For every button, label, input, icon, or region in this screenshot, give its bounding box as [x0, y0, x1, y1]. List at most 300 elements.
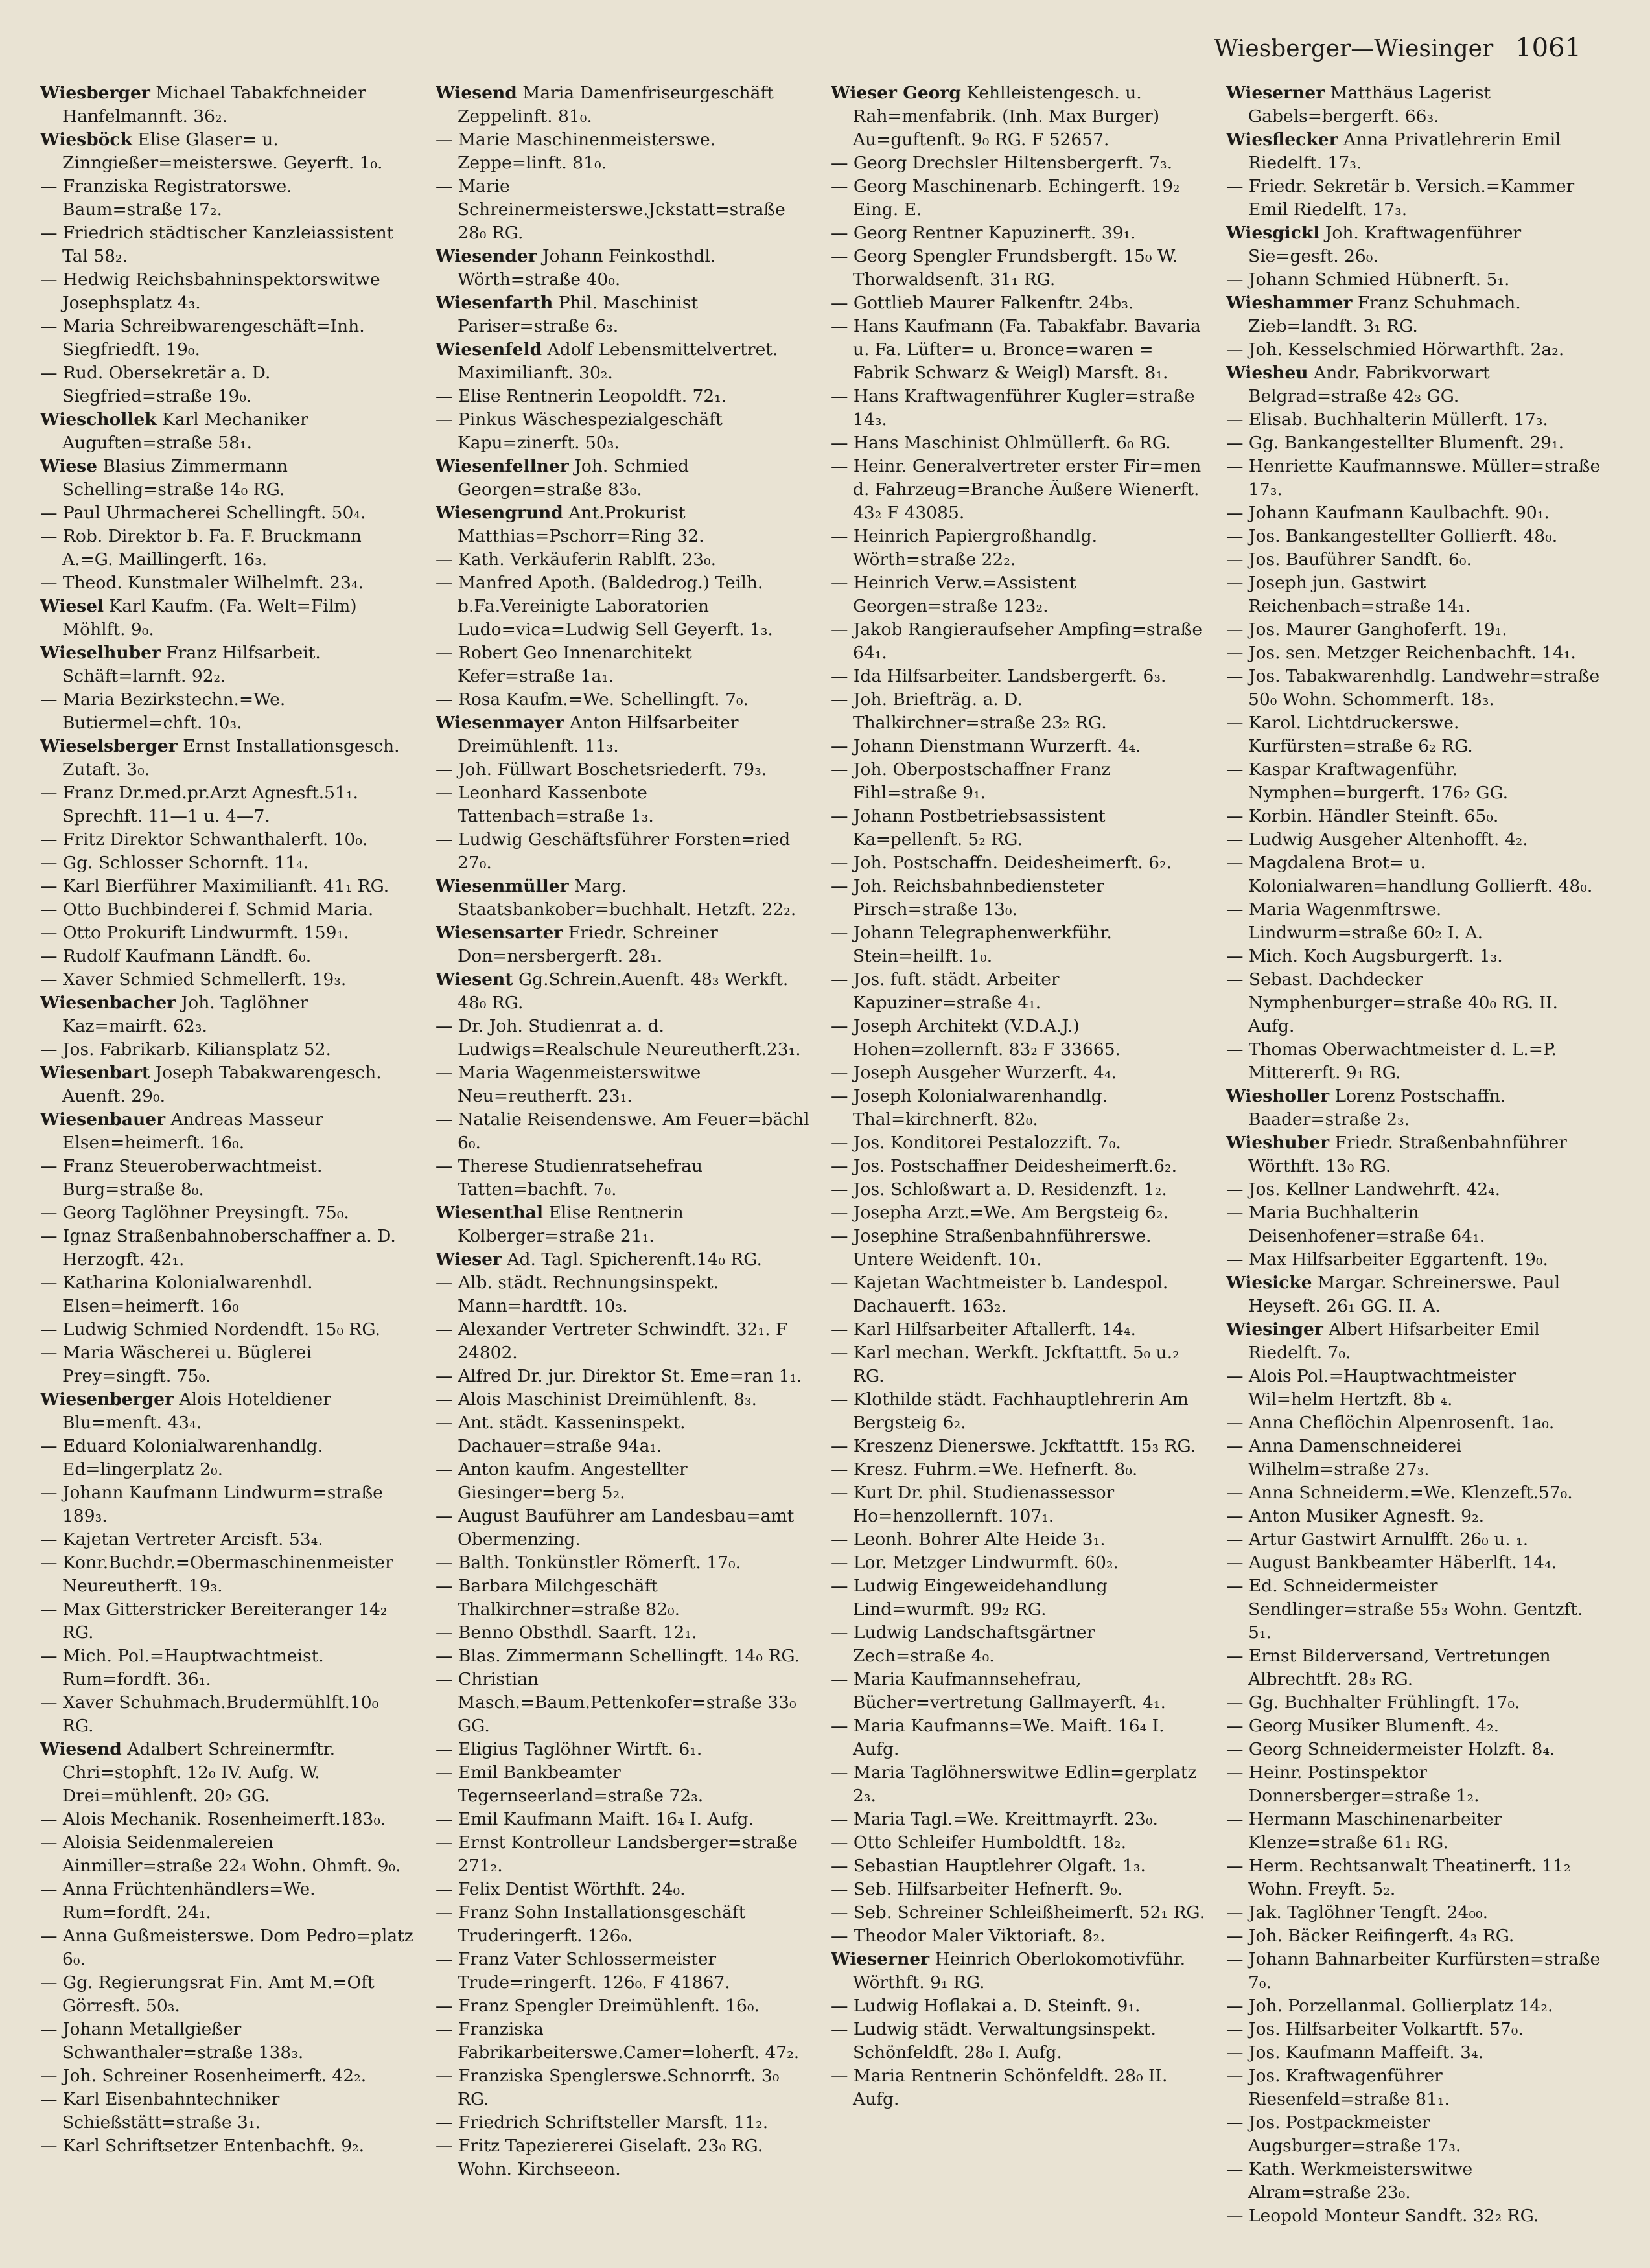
entry-text: — Jak. Taglöhner Tengft. 24₀₀.: [1226, 1903, 1488, 1923]
entry-text: — Felix Dentist Wörthft. 24₀.: [436, 1879, 686, 1899]
directory-entry: [40, 1925, 415, 1971]
entry-text: — Maria Kaufmannsehefrau, Bücher=vertretung Gallmayerft. 4₁.: [831, 1669, 1166, 1713]
directory-entry: [436, 828, 810, 875]
entry-text: — Ludwig Schmied Nordendft. 15₀ RG.: [40, 1319, 380, 1339]
directory-entry: [831, 525, 1205, 572]
entry-text: — Joh. Füllwart Boschetsriederft. 79₃.: [436, 759, 767, 780]
entry-text: — Georg Spengler Frundsbergft. 15₀ W. Thorwaldsenft. 31₁ RG.: [831, 246, 1178, 290]
directory-entry: [831, 245, 1205, 292]
directory-entry: [436, 2018, 810, 2065]
directory-entry: [40, 735, 415, 781]
directory-entry: [831, 1808, 1205, 1831]
directory-entry: [831, 968, 1205, 1015]
entry-text: — Franziska Registratorswe. Baum=straße 17₂.: [40, 176, 292, 220]
directory-entry: [1226, 1738, 1601, 1761]
entry-text: — Josepha Arzt.=We. Am Bergsteig 6₂.: [831, 1203, 1168, 1223]
directory-entry: [436, 338, 810, 385]
entry-surname: Wiesenbacher: [40, 993, 176, 1013]
entry-text: Michael Tabakfchneider Hanfelmannft. 36₂.: [62, 83, 366, 126]
directory-entry: [1226, 292, 1601, 338]
entry-surname: Wiesicke: [1226, 1273, 1312, 1293]
directory-entry: [1226, 175, 1601, 222]
directory-entry: [40, 1038, 415, 1061]
directory-entry: [436, 1995, 810, 2018]
entry-text: — Franz Spengler Dreimühlenft. 16₀.: [436, 1996, 760, 2016]
entry-text: — Gg. Bankangestellter Blumenft. 29₁.: [1226, 433, 1564, 453]
entry-surname: Wiesel: [40, 596, 104, 616]
directory-entry: [1226, 1435, 1601, 1481]
directory-entry: [436, 1831, 810, 1878]
directory-entry: [436, 1248, 810, 1271]
entry-text: Lorenz Postschaffn. Baader=straße 2₃.: [1248, 1086, 1506, 1129]
entry-surname: Wiese: [40, 456, 98, 476]
entry-text: — Friedrich städtischer Kanzleiassistent Tal 58₂.: [40, 223, 394, 266]
directory-entry: [40, 921, 415, 945]
entry-text: Albert Hifsarbeiter Emil Riedelft. 7₀.: [1248, 1319, 1540, 1363]
directory-entry: [436, 128, 810, 175]
directory-entry: [40, 222, 415, 268]
entry-text: — Eduard Kolonialwarenhandlg. Ed=lingerplatz 2₀.: [40, 1436, 323, 1479]
page-number: 1061: [1515, 33, 1581, 63]
directory-entry: [40, 875, 415, 898]
directory-entry: [1226, 1248, 1601, 1271]
entry-text: — Jos. Postschaffner Deidesheimerft.6₂.: [831, 1156, 1178, 1176]
directory-entry: [1226, 1948, 1601, 1995]
directory-entry: [1226, 2204, 1601, 2228]
entry-text: — Johann Kaufmann Lindwurm=straße 189₃.: [40, 1483, 383, 1526]
entry-text: Joh. Kraftwagenführer Sie=gesft. 26₀.: [1248, 223, 1522, 266]
directory-entry: [40, 502, 415, 525]
entry-surname: Wiesent: [436, 969, 513, 989]
entry-text: — Ernst Bilderversand, Vertretungen Albrechtft. 28₃ RG.: [1226, 1646, 1551, 1689]
directory-entry: [1226, 1131, 1601, 1178]
entry-text: — Georg Maschinenarb. Echingerft. 19₂ Eing. E.: [831, 176, 1180, 220]
directory-entry: [831, 1481, 1205, 1528]
entry-text: — Jos. Schloßwart a. D. Residenzft. 1₂.: [831, 1179, 1167, 1199]
entry-text: — Jos. Kellner Landwehrft. 42₄.: [1226, 1179, 1501, 1199]
entry-surname: Wiesböck: [40, 130, 132, 150]
directory-entry: [1226, 362, 1601, 408]
directory-entry: [831, 1131, 1205, 1155]
directory-entry: [40, 1738, 415, 1808]
directory-entry: [40, 1598, 415, 1645]
entry-text: — Ignaz Straßenbahnoberschaffner a. D. Herzogft. 42₁.: [40, 1226, 396, 1269]
directory-entry: [436, 455, 810, 502]
entry-text: — Heinrich Verw.=Assistent Georgen=straße 123₂.: [831, 573, 1076, 616]
entry-text: Johann Feinkosthdl. Wörth=straße 40₀.: [458, 246, 716, 290]
directory-entry: [40, 1971, 415, 2018]
directory-entry: [1226, 1318, 1601, 1365]
entry-text: — Gg. Buchhalter Frühlingft. 17₀.: [1226, 1693, 1520, 1713]
entry-text: — Karl Eisenbahntechniker Schießstätt=straße 3₁.: [40, 2089, 280, 2133]
directory-entry: [436, 1505, 810, 1551]
entry-text: — Joh. Porzellanmal. Gollierplatz 14₂.: [1226, 1996, 1553, 2016]
directory-entry: [1226, 968, 1601, 1038]
directory-entry: [436, 642, 810, 688]
directory-entry: [40, 1878, 415, 1925]
entry-text: — Mich. Koch Augsburgerft. 1₃.: [1226, 946, 1503, 966]
directory-entry: [831, 1435, 1205, 1458]
entry-text: — Benno Obsthdl. Saarft. 12₁.: [436, 1623, 697, 1643]
entry-text: — Joh. Oberpostschaffner Franz Fihl=straße 9₁.: [831, 759, 1111, 803]
entry-surname: Wiesberger: [40, 83, 150, 103]
directory-entry: [40, 1341, 415, 1388]
directory-entry: [40, 1318, 415, 1341]
entry-text: Andr. Fabrikvorwart Belgrad=straße 42₃ GG.: [1248, 363, 1490, 406]
entry-text: — Anna Schneiderm.=We. Klenzeft.57₀.: [1226, 1483, 1573, 1503]
directory-entry: [1226, 642, 1601, 665]
entry-text: — Xaver Schuhmach.Brudermühlft.10₀ RG.: [40, 1693, 379, 1736]
entry-text: — Maria Tagl.=We. Kreittmayrft. 23₀.: [831, 1809, 1158, 1829]
directory-entry: [436, 758, 810, 781]
entry-text: Joh. Taglöhner Kaz=mairft. 62₃.: [62, 993, 308, 1036]
directory-entry: [1226, 1271, 1601, 1318]
entry-surname: Wiesgickl: [1226, 223, 1320, 243]
entry-text: — Christian Masch.=Baum.Pettenkofer=straße 33₀ GG.: [436, 1669, 796, 1736]
entry-text: Andreas Masseur Elsen=heimerft. 16₀.: [62, 1109, 323, 1153]
entry-text: — Eligius Taglöhner Wirtft. 6₁.: [436, 1739, 703, 1759]
directory-entry: [1226, 1528, 1601, 1551]
directory-entry: [831, 1621, 1205, 1668]
directory-entry: [831, 385, 1205, 432]
directory-entry: [831, 1341, 1205, 1388]
entry-text: — Gg. Regierungsrat Fin. Amt M.=Oft Görresft. 50₃.: [40, 1973, 375, 2016]
directory-entry: [1226, 2041, 1601, 2065]
entry-text: — Johann Metallgießer Schwanthaler=straße 138₃.: [40, 2019, 304, 2063]
entry-text: — Ant. städt. Kasseninspekt. Dachauer=straße 94a₁.: [436, 1413, 686, 1456]
directory-entry: [1226, 1715, 1601, 1738]
directory-entry: [831, 1178, 1205, 1201]
directory-entry: [831, 1855, 1205, 1878]
entry-text: — Hermann Maschinenarbeiter Klenze=straße 61₁ RG.: [1226, 1809, 1502, 1853]
entry-text: — Jos. Tabakwarenhdlg. Landwehr=straße 50₀ Wohn. Schommerft. 18₃.: [1226, 666, 1600, 710]
directory-entry: [40, 642, 415, 688]
directory-entry: [436, 245, 810, 292]
directory-entry: [831, 1831, 1205, 1855]
entry-text: Matthäus Lagerist Gabels=bergerft. 66₃.: [1248, 83, 1491, 126]
directory-entry: [1226, 618, 1601, 642]
entry-text: — Maria Schreibwarengeschäft=Inh. Siegfriedft. 19₀.: [40, 316, 365, 360]
entry-text: — Kresz. Fuhrm.=We. Hefnerft. 8₀.: [831, 1459, 1138, 1479]
entry-text: — Alb. städt. Rechnungsinspekt. Mann=hardtft. 10₃.: [436, 1273, 719, 1316]
directory-entry: [436, 1411, 810, 1458]
directory-entry: [831, 1061, 1205, 1085]
directory-entry: [40, 968, 415, 991]
entry-surname: Wiesenfarth: [436, 293, 553, 313]
entry-text: — Ida Hilfsarbeiter. Landsbergerft. 6₃.: [831, 666, 1167, 686]
column-4: [1226, 82, 1601, 2252]
directory-entry: [436, 1318, 810, 1365]
entry-text: — Kajetan Wachtmeister b. Landespol. Dachauerft. 163₂.: [831, 1273, 1168, 1316]
entry-text: — Konr.Buchdr.=Obermaschinenmeister Neureutherft. 19₃.: [40, 1553, 393, 1596]
directory-entry: [436, 1365, 810, 1388]
entry-text: — Anton kaufm. Angestellter Giesinger=berg 5₂.: [436, 1459, 688, 1503]
directory-entry: [436, 1271, 810, 1318]
directory-entry: [831, 2018, 1205, 2065]
entry-text: — Emil Kaufmann Maift. 16₄ I. Aufg.: [436, 1809, 754, 1829]
entry-text: Karl Kaufm. (Fa. Welt=Film) Möhlft. 9₀.: [62, 596, 357, 640]
directory-entry: [831, 1271, 1205, 1318]
directory-entry: [40, 1481, 415, 1528]
entry-text: — Heinr. Postinspektor Donnersberger=straße 1₂.: [1226, 1763, 1480, 1806]
entry-text: — Rob. Direktor b. Fa. F. Bruckmann A.=G. Maillingerft. 16₃.: [40, 526, 362, 570]
directory-entry: [831, 222, 1205, 245]
directory-entry: [40, 175, 415, 222]
directory-entry: [436, 1108, 810, 1155]
directory-entry: [436, 781, 810, 828]
directory-entry: [40, 1831, 415, 1878]
directory-entry: [831, 618, 1205, 665]
entry-text: — Hans Kaufmann (Fa. Tabakfabr. Bavaria u. Fa. Lüfter= u. Bronce=waren = Fabrik Schwarz & Weigl) Marsft. 8₁.: [831, 316, 1201, 383]
directory-entry: [40, 128, 415, 175]
entry-text: — Alois Pol.=Hauptwachtmeister Wil=helm Hertzft. 8b ₄.: [1226, 1366, 1516, 1409]
directory-entry: [40, 315, 415, 362]
entry-text: — Artur Gastwirt Arnulfft. 26₀ u. ₁.: [1226, 1529, 1529, 1549]
entry-text: Marg. Staatsbankober=buchhalt. Hetzft. 22₂.: [458, 876, 796, 920]
entry-text: Kehlleistengesch. u. Rah=menfabrik. (Inh. Max Burger) Au=guftenft. 9₀ RG. F 52657.: [853, 83, 1160, 150]
entry-text: — Thomas Oberwachtmeister d. L.=P. Mittererft. 9₁ RG.: [1226, 1039, 1557, 1083]
entry-text: — Otto Prokurift Lindwurmft. 159₁.: [40, 923, 349, 943]
entry-surname: Wiesholler: [1226, 1086, 1330, 1106]
entry-text: Gg.Schrein.Auenft. 48₃ Werkft. 48₀ RG.: [458, 969, 789, 1013]
directory-entry: [1226, 1645, 1601, 1691]
running-head: Wiesberger—Wiesinger: [1214, 36, 1494, 62]
entry-text: — Franz Steueroberwachtmeist. Burg=straße 8₀.: [40, 1156, 323, 1199]
entry-text: — Joh. Postschaffn. Deidesheimerft. 6₂.: [831, 853, 1172, 873]
entry-surname: Wiesinger: [1226, 1319, 1323, 1339]
directory-entry: [436, 1458, 810, 1505]
entry-text: — Johann Dienstmann Wurzerft. 4₄.: [831, 736, 1141, 756]
directory-entry: [40, 991, 415, 1038]
entry-surname: Wieshammer: [1226, 293, 1353, 313]
directory-entry: [40, 688, 415, 735]
directory-entry: [436, 1621, 810, 1645]
entry-text: — Franz Dr.med.pr.Arzt Agnesft.51₁. Sprechft. 11—1 u. 4—7.: [40, 783, 358, 826]
entry-text: — Gg. Schlosser Schornft. 11₄.: [40, 853, 309, 873]
entry-text: — Sebast. Dachdecker Nymphenburger=straße 40₀ RG. II. Aufg.: [1226, 969, 1558, 1036]
directory-entry: [1226, 1411, 1601, 1435]
directory-entry: [1226, 898, 1601, 945]
page-header: [0, 29, 1581, 67]
entry-text: Margar. Schreinerswe. Paul Heyseft. 26₁ GG. II. A.: [1248, 1273, 1561, 1316]
directory-entry: [436, 2111, 810, 2135]
entry-text: — Maria Wäscherei u. Büglerei Prey=singft. 75₀.: [40, 1343, 312, 1386]
entry-text: — Georg Schneidermeister Holzft. 8₄.: [1226, 1739, 1555, 1759]
directory-entry: [1226, 1575, 1601, 1645]
directory-entry: [40, 1155, 415, 1201]
directory-entry: [831, 1878, 1205, 1901]
directory-entry: [831, 1458, 1205, 1481]
entry-text: — Jos. Kraftwagenführer Riesenfeld=straße 81₁.: [1226, 2066, 1450, 2109]
directory-entry: [831, 1575, 1205, 1621]
directory-entry: [831, 1715, 1205, 1761]
directory-entry: [831, 1015, 1205, 1061]
entry-text: — Georg Rentner Kapuzinerft. 39₁.: [831, 223, 1136, 243]
directory-entry: [436, 408, 810, 455]
directory-entry: [831, 1155, 1205, 1178]
directory-entry: [1226, 805, 1601, 828]
entry-text: — Dr. Joh. Studienrat a. d. Ludwigs=Realschule Neureutherft.23₁.: [436, 1016, 801, 1059]
entry-text: — Fritz Tapeziererei Giselaft. 23₀ RG. Wohn. Kirchseeon.: [436, 2136, 763, 2179]
directory-entry: [40, 1645, 415, 1691]
entry-surname: Wieselhuber: [40, 643, 161, 663]
entry-text: Ad. Tagl. Spicherenft.14₀ RG.: [501, 1249, 762, 1269]
directory-entry: [1226, 1995, 1601, 2018]
entry-text: — Joseph jun. Gastwirt Reichenbach=straße 14₁.: [1226, 573, 1470, 616]
entry-text: Anton Hilfsarbeiter Dreimühlenft. 11₃.: [458, 713, 739, 756]
entry-surname: Wiesenbart: [40, 1063, 150, 1083]
directory-entry: [436, 572, 810, 642]
entry-text: — Karl Bierführer Maximilianft. 41₁ RG.: [40, 876, 389, 896]
entry-text: — Herm. Rechtsanwalt Theatinerft. 11₂ Wohn. Freyft. 5₂.: [1226, 1856, 1571, 1899]
entry-text: — Jos. Bankangestellter Gollierft. 48₀.: [1226, 526, 1558, 546]
directory-entry: [40, 2018, 415, 2065]
entry-text: — Alois Maschinist Dreimühlenft. 8₃.: [436, 1389, 757, 1409]
directory-entry: [40, 362, 415, 408]
entry-text: — Karol. Lichtdruckerswe. Kurfürsten=straße 6₂ RG.: [1226, 713, 1473, 756]
entry-surname: Wieschollek: [40, 410, 157, 430]
entry-text: — Franz Vater Schlossermeister Trude=ringerft. 126₀. F 41867.: [436, 1949, 730, 1993]
directory-entry: [40, 1271, 415, 1318]
directory-entry: [1226, 1808, 1601, 1855]
directory-entry: [40, 1528, 415, 1551]
directory-entry: [831, 455, 1205, 525]
entry-text: — Anton Musiker Agnesft. 9₂.: [1226, 1506, 1484, 1526]
directory-entry: [1226, 1201, 1601, 1248]
directory-entry: [40, 851, 415, 875]
entry-surname: Wiesenfellner: [436, 456, 569, 476]
directory-entry: [1226, 82, 1601, 128]
entry-text: — Kaspar Kraftwagenführ. Nymphen=burgerft. 176₂ GG.: [1226, 759, 1509, 803]
directory-entry: [1226, 1178, 1601, 1201]
entry-text: — Maria Taglöhnerswitwe Edlin=gerplatz 2₃.: [831, 1763, 1197, 1806]
entry-text: — Hans Kraftwagenführer Kugler=straße 14₃.: [831, 386, 1195, 430]
entry-text: — Ludwig Landschaftsgärtner Zech=straße 4₀.: [831, 1623, 1095, 1666]
directory-entry: [831, 688, 1205, 735]
entry-text: — Maria Rentnerin Schönfeldft. 28₀ II. Aufg.: [831, 2066, 1168, 2109]
directory-entry: [436, 1761, 810, 1808]
entry-text: Ant.Prokurist Matthias=Pschorr=Ring 32.: [458, 503, 704, 546]
directory-entry: [40, 945, 415, 968]
entry-text: — Fritz Direktor Schwanthalerft. 10₀.: [40, 829, 368, 850]
entry-text: — Max Hilfsarbeiter Eggartenft. 19₀.: [1226, 1249, 1548, 1269]
entry-text: — Josephine Straßenbahnführerswe. Untere Weidenft. 10₁.: [831, 1226, 1152, 1269]
directory-entry: [40, 408, 415, 455]
directory-entry: [1226, 758, 1601, 805]
directory-entry: [831, 875, 1205, 921]
entry-text: — Johann Telegraphenwerkführ. Stein=heilft. 1₀.: [831, 923, 1112, 966]
entry-surname: Wiesenfeld: [436, 340, 542, 360]
entry-text: Elise Rentnerin Kolberger=straße 21₁.: [458, 1203, 684, 1246]
directory-entry: [1226, 2158, 1601, 2204]
entry-text: Elise Glaser= u. Zinngießer=meisterswe. Geyerft. 1₀.: [62, 130, 383, 173]
entry-text: — Xaver Schmied Schmellerft. 19₃.: [40, 969, 347, 989]
entry-text: — Ludwig städt. Verwaltungsinspekt. Schönfeldft. 28₀ I. Aufg.: [831, 2019, 1156, 2063]
entry-text: Franz Schuhmach. Zieb=landft. 3₁ RG.: [1248, 293, 1521, 336]
entry-text: — Magdalena Brot= u. Kolonialwaren=handlung Gollierft. 48₀.: [1226, 853, 1593, 896]
directory-entry: [40, 595, 415, 642]
entry-surname: Wiesenmayer: [436, 713, 564, 733]
directory-entry: [1226, 455, 1601, 502]
directory-entry: [40, 2065, 415, 2088]
entry-text: — Joh. Bäcker Reifingerft. 4₃ RG.: [1226, 1926, 1515, 1946]
entry-text: Maria Damenfriseurgeschäft Zeppelinft. 81₀.: [458, 83, 774, 126]
directory-entry: [40, 1388, 415, 1435]
entry-text: — Lor. Metzger Lindwurmft. 60₂.: [831, 1553, 1119, 1573]
entry-surname: Wieshuber: [1226, 1133, 1330, 1153]
directory-entry: [831, 735, 1205, 758]
directory-entry: [436, 1901, 810, 1948]
entry-text: — Natalie Reisendenswe. Am Feuer=bächl 6₀.: [436, 1109, 809, 1153]
entry-text: — Ed. Schneidermeister Sendlinger=straße 55₃ Wohn. Gentzft. 5₁.: [1226, 1576, 1583, 1643]
entry-text: — Jos. sen. Metzger Reichenbachft. 14₁.: [1226, 643, 1576, 663]
directory-entry: [436, 2135, 810, 2181]
entry-text: — Maria Kaufmanns=We. Maift. 16₄ I. Aufg.: [831, 1716, 1165, 1759]
entry-text: — Franziska Fabrikarbeiterswe.Camer=loherft. 47₂.: [436, 2019, 800, 2063]
entry-text: — Otto Buchbinderei f. Schmid Maria.: [40, 899, 374, 920]
directory-entry: [1226, 828, 1601, 851]
entry-text: — Jos. Bauführer Sandft. 6₀.: [1226, 550, 1472, 570]
entry-text: — Marie Maschinenmeisterswe. Zeppe=linft. 81₀.: [436, 130, 716, 173]
directory-entry: [831, 1761, 1205, 1808]
entry-text: — Franz Sohn Installationsgeschäft Truderingerft. 126₀.: [436, 1903, 746, 1946]
directory-entry: [1226, 2111, 1601, 2158]
directory-entry: [1226, 1365, 1601, 1411]
entry-text: Karl Mechaniker Auguften=straße 58₁.: [62, 410, 308, 453]
entry-text: — Jos. Konditorei Pestalozzift. 7₀.: [831, 1133, 1121, 1153]
directory-entry: [40, 1435, 415, 1481]
entry-text: — Hedwig Reichsbahninspektorswitwe Josephsplatz 4₃.: [40, 270, 380, 313]
directory-entry: [1226, 432, 1601, 455]
entry-text: — Joseph Kolonialwarenhandlg. Thal=kirchnerft. 82₀.: [831, 1086, 1108, 1129]
entry-text: — Maria Wagenmftrswe. Lindwurm=straße 60₂ I. A.: [1226, 899, 1483, 943]
directory-entry: [40, 268, 415, 315]
directory-entry: [831, 1201, 1205, 1225]
directory-entry: [40, 1061, 415, 1108]
directory-entry: [40, 2135, 415, 2158]
directory-entry: [436, 1155, 810, 1201]
entry-text: — Kreszenz Dienerswe. Jckftattft. 15₃ RG.: [831, 1436, 1196, 1456]
directory-entry: [436, 1015, 810, 1061]
entry-text: — Katharina Kolonialwarenhdl. Elsen=heimerft. 16₀: [40, 1273, 313, 1316]
entry-text: Blasius Zimmermann Schelling=straße 14₀ RG.: [62, 456, 288, 500]
directory-entry: [40, 1108, 415, 1155]
directory-entry: [831, 1318, 1205, 1341]
directory-entry: [831, 152, 1205, 175]
entry-surname: Wiesender: [436, 246, 537, 266]
entry-text: — Paul Uhrmacherei Schellingft. 50₄.: [40, 503, 366, 523]
directory-entry: [436, 688, 810, 712]
entry-text: Adolf Lebensmittelvertret. Maximilianft. 30₂.: [458, 340, 778, 383]
directory-entry: [1226, 945, 1601, 968]
entry-text: — Joseph Ausgeher Wurzerft. 4₄.: [831, 1063, 1117, 1083]
entry-text: — Alexander Vertreter Schwindft. 32₁. F 24802.: [436, 1319, 788, 1363]
entry-text: — August Bankbeamter Häberlft. 14₄.: [1226, 1553, 1557, 1573]
entry-text: — Joh. Reichsbahnbediensteter Pirsch=straße 13₀.: [831, 876, 1104, 920]
directory-entry: [40, 781, 415, 828]
directory-entry: [1226, 1855, 1601, 1901]
entry-surname: Wiesenthal: [436, 1203, 544, 1223]
entry-text: — Anna Cheflöchin Alpenrosenft. 1a₀.: [1226, 1413, 1555, 1433]
entry-text: — Jos. fuft. städt. Arbeiter Kapuziner=straße 4₁.: [831, 969, 1060, 1013]
directory-entry: [436, 1878, 810, 1901]
entry-surname: Wieserner: [831, 1949, 930, 1969]
directory-entry: [40, 82, 415, 128]
entry-text: — Anna Gußmeisterswe. Dom Pedro=platz 6₀.: [40, 1926, 413, 1969]
directory-entry: [40, 1201, 415, 1225]
entry-text: Franz Hilfsarbeit. Schäft=larnft. 92₂.: [62, 643, 321, 686]
directory-entry: [436, 712, 810, 758]
